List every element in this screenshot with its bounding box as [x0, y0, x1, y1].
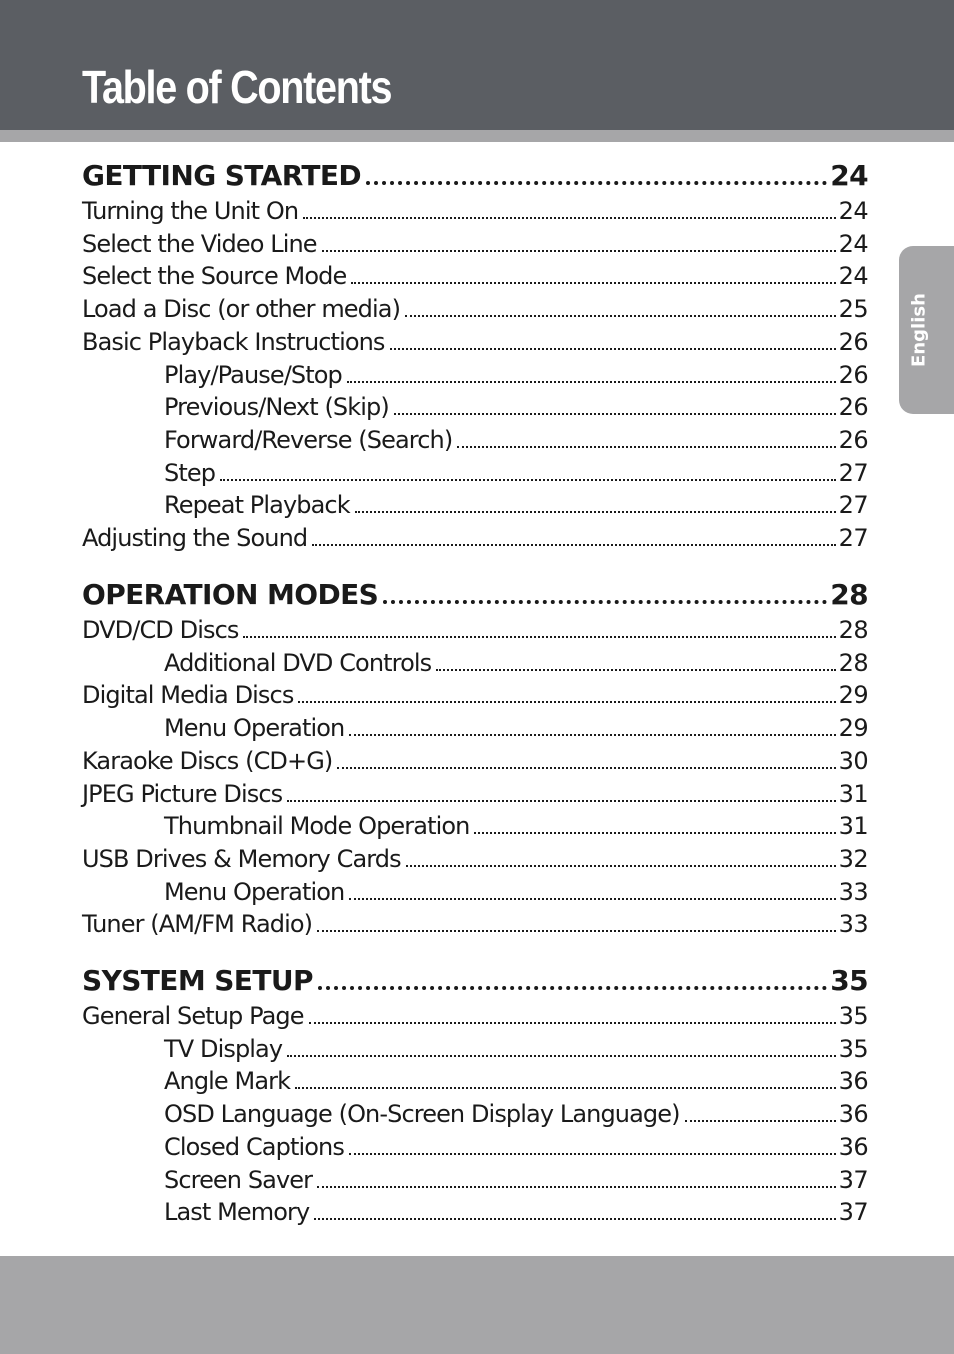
toc-dot-leader: [347, 381, 836, 383]
toc-dot-leader: [436, 669, 835, 671]
page-title: Table of Contents: [82, 61, 392, 113]
toc-entry-page: 36: [838, 1133, 868, 1161]
toc-dot-leader: [685, 1120, 836, 1122]
toc-entry-label: Closed Captions: [164, 1133, 344, 1161]
toc-subentry[interactable]: [164, 1065, 868, 1097]
toc-entry-page: 26: [838, 393, 868, 421]
toc-subentry[interactable]: [164, 1196, 868, 1228]
toc-entry[interactable]: [82, 228, 868, 260]
toc-entry-page: 26: [838, 328, 868, 356]
toc-entry[interactable]: [82, 843, 868, 875]
toc-dot-leader: [349, 898, 835, 900]
toc-entry-page: 29: [838, 714, 868, 742]
toc-entry-page: 35: [838, 1002, 868, 1030]
toc-entry[interactable]: [82, 326, 868, 358]
toc-entry[interactable]: [82, 522, 868, 554]
toc-entry-label: Select the Source Mode: [82, 262, 347, 290]
footer-bar: [0, 1256, 954, 1354]
toc-entry-label: General Setup Page: [82, 1002, 304, 1030]
toc-dot-leader: [295, 1087, 836, 1089]
toc-entry-page: 32: [838, 845, 868, 873]
toc-dot-leader: [394, 413, 836, 415]
toc-entry[interactable]: [82, 293, 868, 325]
toc-section-page: 28: [830, 578, 868, 611]
toc-subentry[interactable]: [164, 1098, 868, 1130]
toc-dot-leader: [355, 511, 836, 513]
toc-entry-page: 36: [838, 1100, 868, 1128]
toc-dot-leader: [314, 1218, 835, 1220]
toc-subentry[interactable]: [164, 489, 868, 521]
toc-entry-page: 27: [838, 491, 868, 519]
toc-section-page: 24: [830, 159, 868, 192]
toc-subentry[interactable]: [164, 810, 868, 842]
toc-entry[interactable]: [82, 614, 868, 646]
toc-entry-label: Menu Operation: [164, 714, 345, 742]
toc-dot-leader: [317, 930, 836, 932]
toc-entry[interactable]: [82, 908, 868, 940]
toc-entry-page: 31: [838, 780, 868, 808]
toc-section-heading[interactable]: [82, 963, 868, 999]
toc-entry-page: 29: [838, 681, 868, 709]
toc-section-heading[interactable]: [82, 158, 868, 194]
toc-entry-label: Tuner (AM/FM Radio): [82, 910, 313, 938]
toc-entry-page: 37: [838, 1198, 868, 1226]
toc-dot-leader: [457, 446, 835, 448]
toc-subentry[interactable]: [164, 359, 868, 391]
toc-entry-page: 24: [838, 230, 868, 258]
toc-entry-label: Play/Pause/Stop: [164, 361, 342, 389]
toc-section-title: SYSTEM SETUP: [82, 964, 313, 997]
toc-entry[interactable]: [82, 1000, 868, 1032]
toc-entry-label: DVD/CD Discs: [82, 616, 239, 644]
toc-dot-leader: [303, 217, 836, 219]
toc-entry[interactable]: [82, 679, 868, 711]
toc-entry[interactable]: [82, 195, 868, 227]
toc-entry-page: 36: [838, 1067, 868, 1095]
header-stripe: [0, 130, 954, 142]
toc-entry-page: 33: [838, 878, 868, 906]
toc-dot-leader: [390, 348, 836, 350]
toc-dot-leader: [405, 315, 836, 317]
toc-dot-leader: [406, 865, 836, 867]
toc-dot-leader: [298, 701, 835, 703]
toc-entry-page: 28: [838, 649, 868, 677]
toc-entry-page: 24: [838, 197, 868, 225]
toc-dot-leader: [351, 282, 835, 284]
toc-section-title: OPERATION MODES: [82, 578, 379, 611]
toc-dot-leader: [309, 1022, 836, 1024]
toc-entry-page: 33: [838, 910, 868, 938]
toc-entry-label: Last Memory: [164, 1198, 310, 1226]
toc-entry-label: TV Display: [164, 1035, 283, 1063]
toc-subentry[interactable]: [164, 1033, 868, 1065]
toc-entry-page: 30: [838, 747, 868, 775]
toc-entry[interactable]: [82, 745, 868, 777]
toc-dot-leader: [243, 636, 835, 638]
toc-entry-page: 31: [838, 812, 868, 840]
toc-subentry[interactable]: [164, 712, 868, 744]
toc-dot-leader: [322, 250, 836, 252]
toc-section-title: GETTING STARTED: [82, 159, 362, 192]
toc-subentry[interactable]: [164, 391, 868, 423]
toc-entry-label: USB Drives & Memory Cards: [82, 845, 401, 873]
toc-subentry[interactable]: [164, 1131, 868, 1163]
toc-entry-label: Basic Playback Instructions: [82, 328, 385, 356]
toc-entry[interactable]: [82, 778, 868, 810]
toc-entry-label: Screen Saver: [164, 1166, 313, 1194]
toc-section-page: 35: [830, 964, 868, 997]
toc-subentry[interactable]: [164, 1164, 868, 1196]
toc-dot-leader: [317, 1186, 836, 1188]
toc-section-heading[interactable]: [82, 577, 868, 613]
toc-entry-page: 27: [838, 524, 868, 552]
toc-dot-leader: [312, 544, 835, 546]
toc-entry-label: Menu Operation: [164, 878, 345, 906]
toc-entry-page: 27: [838, 459, 868, 487]
toc-entry-label: Select the Video Line: [82, 230, 317, 258]
toc-entry-label: Additional DVD Controls: [164, 649, 432, 677]
toc-subentry[interactable]: [164, 424, 868, 456]
toc-entry-page: 25: [838, 295, 868, 323]
toc-entry-label: Previous/Next (Skip): [164, 393, 389, 421]
language-tab-label: English: [908, 293, 930, 367]
toc-entry-page: 26: [838, 361, 868, 389]
toc-dot-leader: [349, 734, 835, 736]
toc-dot-leader: [383, 600, 827, 604]
toc-dot-leader: [349, 1153, 836, 1155]
toc-dot-leader: [220, 479, 836, 481]
toc-entry-label: Angle Mark: [164, 1067, 291, 1095]
toc-dot-leader: [287, 1055, 835, 1057]
toc-dot-leader: [287, 800, 835, 802]
toc-entry-label: JPEG Picture Discs: [82, 780, 283, 808]
toc-subentry[interactable]: [164, 647, 868, 679]
toc-entry-page: 24: [838, 262, 868, 290]
toc-entry-label: Load a Disc (or other media): [82, 295, 401, 323]
toc-dot-leader: [366, 181, 827, 185]
toc-entry-label: Step: [164, 459, 216, 487]
toc-entry-label: Digital Media Discs: [82, 681, 294, 709]
toc-entry-label: Forward/Reverse (Search): [164, 426, 453, 454]
toc-entry-label: Karaoke Discs (CD+G): [82, 747, 333, 775]
toc-entry-page: 35: [838, 1035, 868, 1063]
toc-entry-label: Turning the Unit On: [82, 197, 299, 225]
toc-entry-label: Adjusting the Sound: [82, 524, 308, 552]
toc-dot-leader: [474, 832, 835, 834]
toc-entry-page: 28: [838, 616, 868, 644]
toc-entry-label: OSD Language (On-Screen Display Language): [164, 1100, 680, 1128]
toc-entry-label: Repeat Playback: [164, 491, 350, 519]
toc-entry-page: 37: [838, 1166, 868, 1194]
toc-entry-page: 26: [838, 426, 868, 454]
toc-entry-label: Thumbnail Mode Operation: [164, 812, 470, 840]
toc-dot-leader: [337, 767, 835, 769]
toc-entry[interactable]: [82, 260, 868, 292]
toc-dot-leader: [318, 986, 827, 990]
toc-subentry[interactable]: [164, 876, 868, 908]
toc-subentry[interactable]: [164, 457, 868, 489]
